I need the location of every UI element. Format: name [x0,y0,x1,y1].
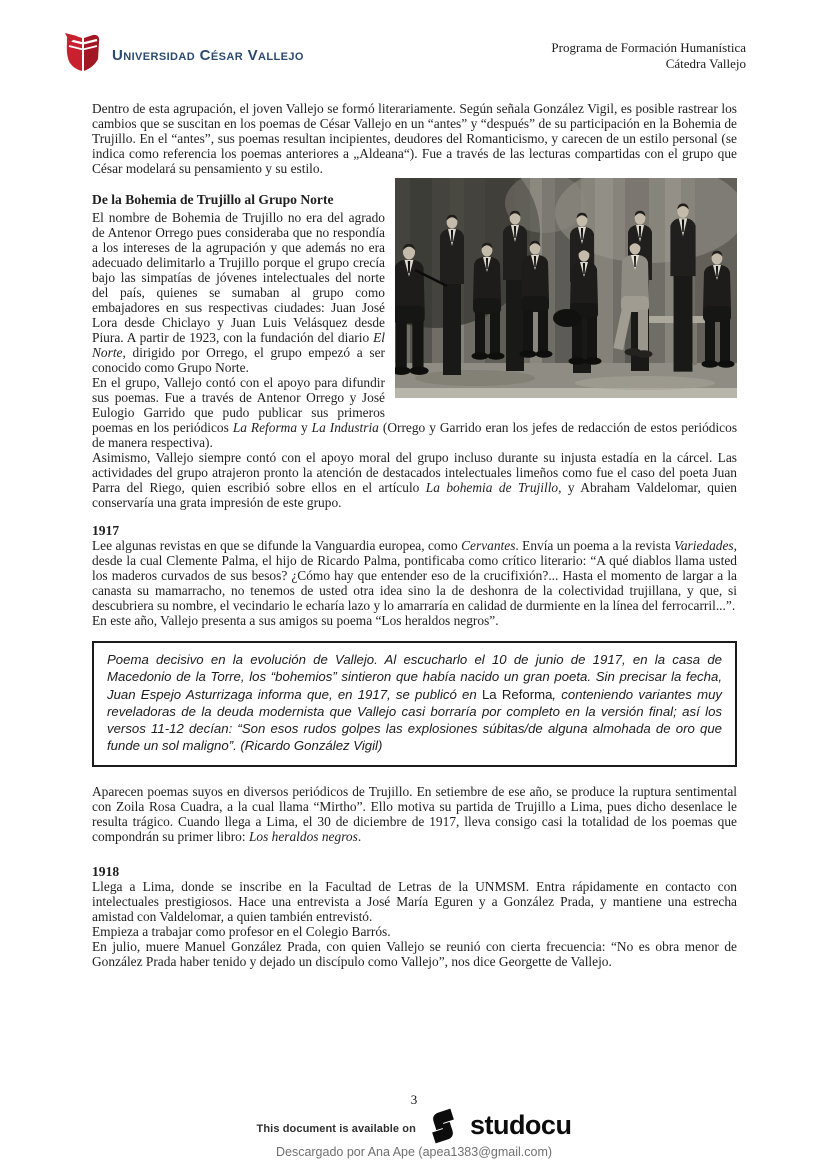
bohemia-paragraph-3: Asimismo, Vallejo siempre contó con el apoyo moral del grupo incluso durante su injusta estadía en la cárcel. Las actividades del grupo atrajeron pronto la atención de destacados intelectuales limeños como fue el caso del poeta Juan Parra del Riego, quien escribió sobre ellos en el artículo La bohemia de Trujillo, y Abraham Valdelomar, quien conservaría una grata impresión de este grupo. [92,450,737,510]
availability-note: This document is available on [256,1123,416,1135]
bohemia-paragraph-1: El nombre de Bohemia de Trujillo no era del agrado de Antenor Orrego pues consideraba que no respondía a los intereses de la agrupación y que además no era adecuado delimitarlo a Trujillo porque el grupo crecía bajo las simpatías de jóvenes intelectuales del norte del país, quienes se sumaban al grupo como embajadores en sus respectivas ciudades: Juan José Lora desde Chiclayo y Juan Luis Velásquez desde Piura. A partir de 1923, con la fundación del diario El Norte, dirigido por Orrego, el grupo empezó a ser conocido como Grupo Norte. [92,210,385,375]
paragraph-1917-2: En este año, Vallejo presenta a sus amigos su poema “Los heraldos negros”. [92,613,499,628]
bohemia-paragraph-2: En el grupo, Vallejo contó con el apoyo para difundir sus poemas. Fue a través de Antenor Orrego y José Eulogio Garrido que pudo publicar sus primeros poemas en los periódicos La Reforma y La Industria (Orrego y Garrido eran los jefes de redacción de estos periódicos de manera respectiva). [92,375,738,450]
paragraph-1918-3: En julio, muere Manuel González Prada, con quien Vallejo se reunió con cierta frecuencia: “No es obra menor de González Prada haber tenido y dejado un discípulo como Vallejo”, nos dice Georgette de Vallejo. [92,938,737,969]
catedra-title: Cátedra Vallejo [665,56,746,71]
quote-box-text: Poema decisivo en la evolución de Vallejo. Al escucharlo el 10 de junio de 1917, en la casa de Macedonio de la Torre, los “bohemios” sintieron que había nacido un gran poeta. Sin precisar la fecha, Juan Espejo Asturrizaga informa que, en 1917, se publicó en La Reforma, conteniendo variantes muy reveladoras de la deuda modernista que Vallejo casi borraría por completo en la versión final; así los versos 11-12 decían: “Son esos rudos golpes las explosiones súbitas/de alguna almohada de oro que funde un sol maligno”. (Ricardo González Vigil) [107,652,722,754]
grupo-norte-photo [395,178,737,398]
section-heading-1917: 1917 [92,523,120,538]
header-program-block [551,40,746,72]
quote-box [92,641,737,767]
university-name: Universidad César Vallejo [112,46,304,64]
paragraph-1918-2: Empieza a trabajar como profesor en el Colegio Barrós. [92,923,391,939]
download-note: Descargado por Ana Ape (apea1383@gmail.com) [275,1145,553,1159]
section-heading-1918: 1918 [92,863,120,879]
paragraph-aparecen: Aparecen poemas suyos en diversos periódicos de Trujillo. En setiembre de ese año, se produce la ruptura sentimental con Zoila Rosa Cuadra, a la cual llama “Mirtho”. Ello motiva su partida de Trujillo a Lima, pues dicho desenlace le resulta trágico. Cuando llega a Lima, el 30 de diciembre de 1917, lleva consigo casi la totalidad de los poemas que compondrán su primer libro: Los heraldos negros. [92,783,737,844]
studocu-logo-icon [424,1106,462,1146]
university-logo [63,31,304,73]
footer-brand-row [0,1102,828,1146]
paragraph-1917-1: Lee algunas revistas en que se difunde la Vanguardia europea, como Cervantes. Envía un poema a la revista Variedades, desde la cual Clemente Palma, el hijo de Ricardo Palma, pontificaba como crítico literario: “A qué diablos llama usted los maderos curvados de sus besos? ¿Cómo hay que entender eso de la crucifixión?... Hasta el momento de largar a la canasta su mamarracho, no tenemos de usted otra idea sino la de deshonra de la colectividad trujillana, y que, si descubriera su nombre, el vecindario le echaría lazo y lo amarraría en calidad de durmiente en la línea del ferrocarril...”. [92,538,737,613]
section-heading-bohemia: De la Bohemia de Trujillo al Grupo Norte [92,192,334,207]
page-number: 3 [410,1092,418,1107]
paragraph-1918-1: Llega a Lima, donde se inscribe en la Facultad de Letras de la UNMSM. Entra rápidamente en contacto con intelectuales prestigiosos. Hace una entrevista a José María Eguren y a González Prada, y mantiene una estrecha amistad con Valdelomar, a quien también entrevistó. [92,878,737,924]
intro-paragraph: Dentro de esta agrupación, el joven Vallejo se formó literariamente. Según señala González Vigil, es posible rastrear los cambios que se suscitan en los poemas de César Vallejo en un “antes” y “después” de su participación en la Bohemia de Trujillo. En el “antes”, sus poemas resultan incipientes, deudores del Romanticismo, y carecen de un estilo personal (se indica como referencia los poemas anteriores a „Aldeana“). Fue a través de las lecturas compartidas con el grupo que César modelará su pensamiento y su estilo. [92,101,737,176]
ucv-shield-icon [63,31,103,73]
document-body [92,101,737,969]
studocu-wordmark: studocu [469,1109,572,1140]
program-title: Programa de Formación Humanística [551,40,746,55]
